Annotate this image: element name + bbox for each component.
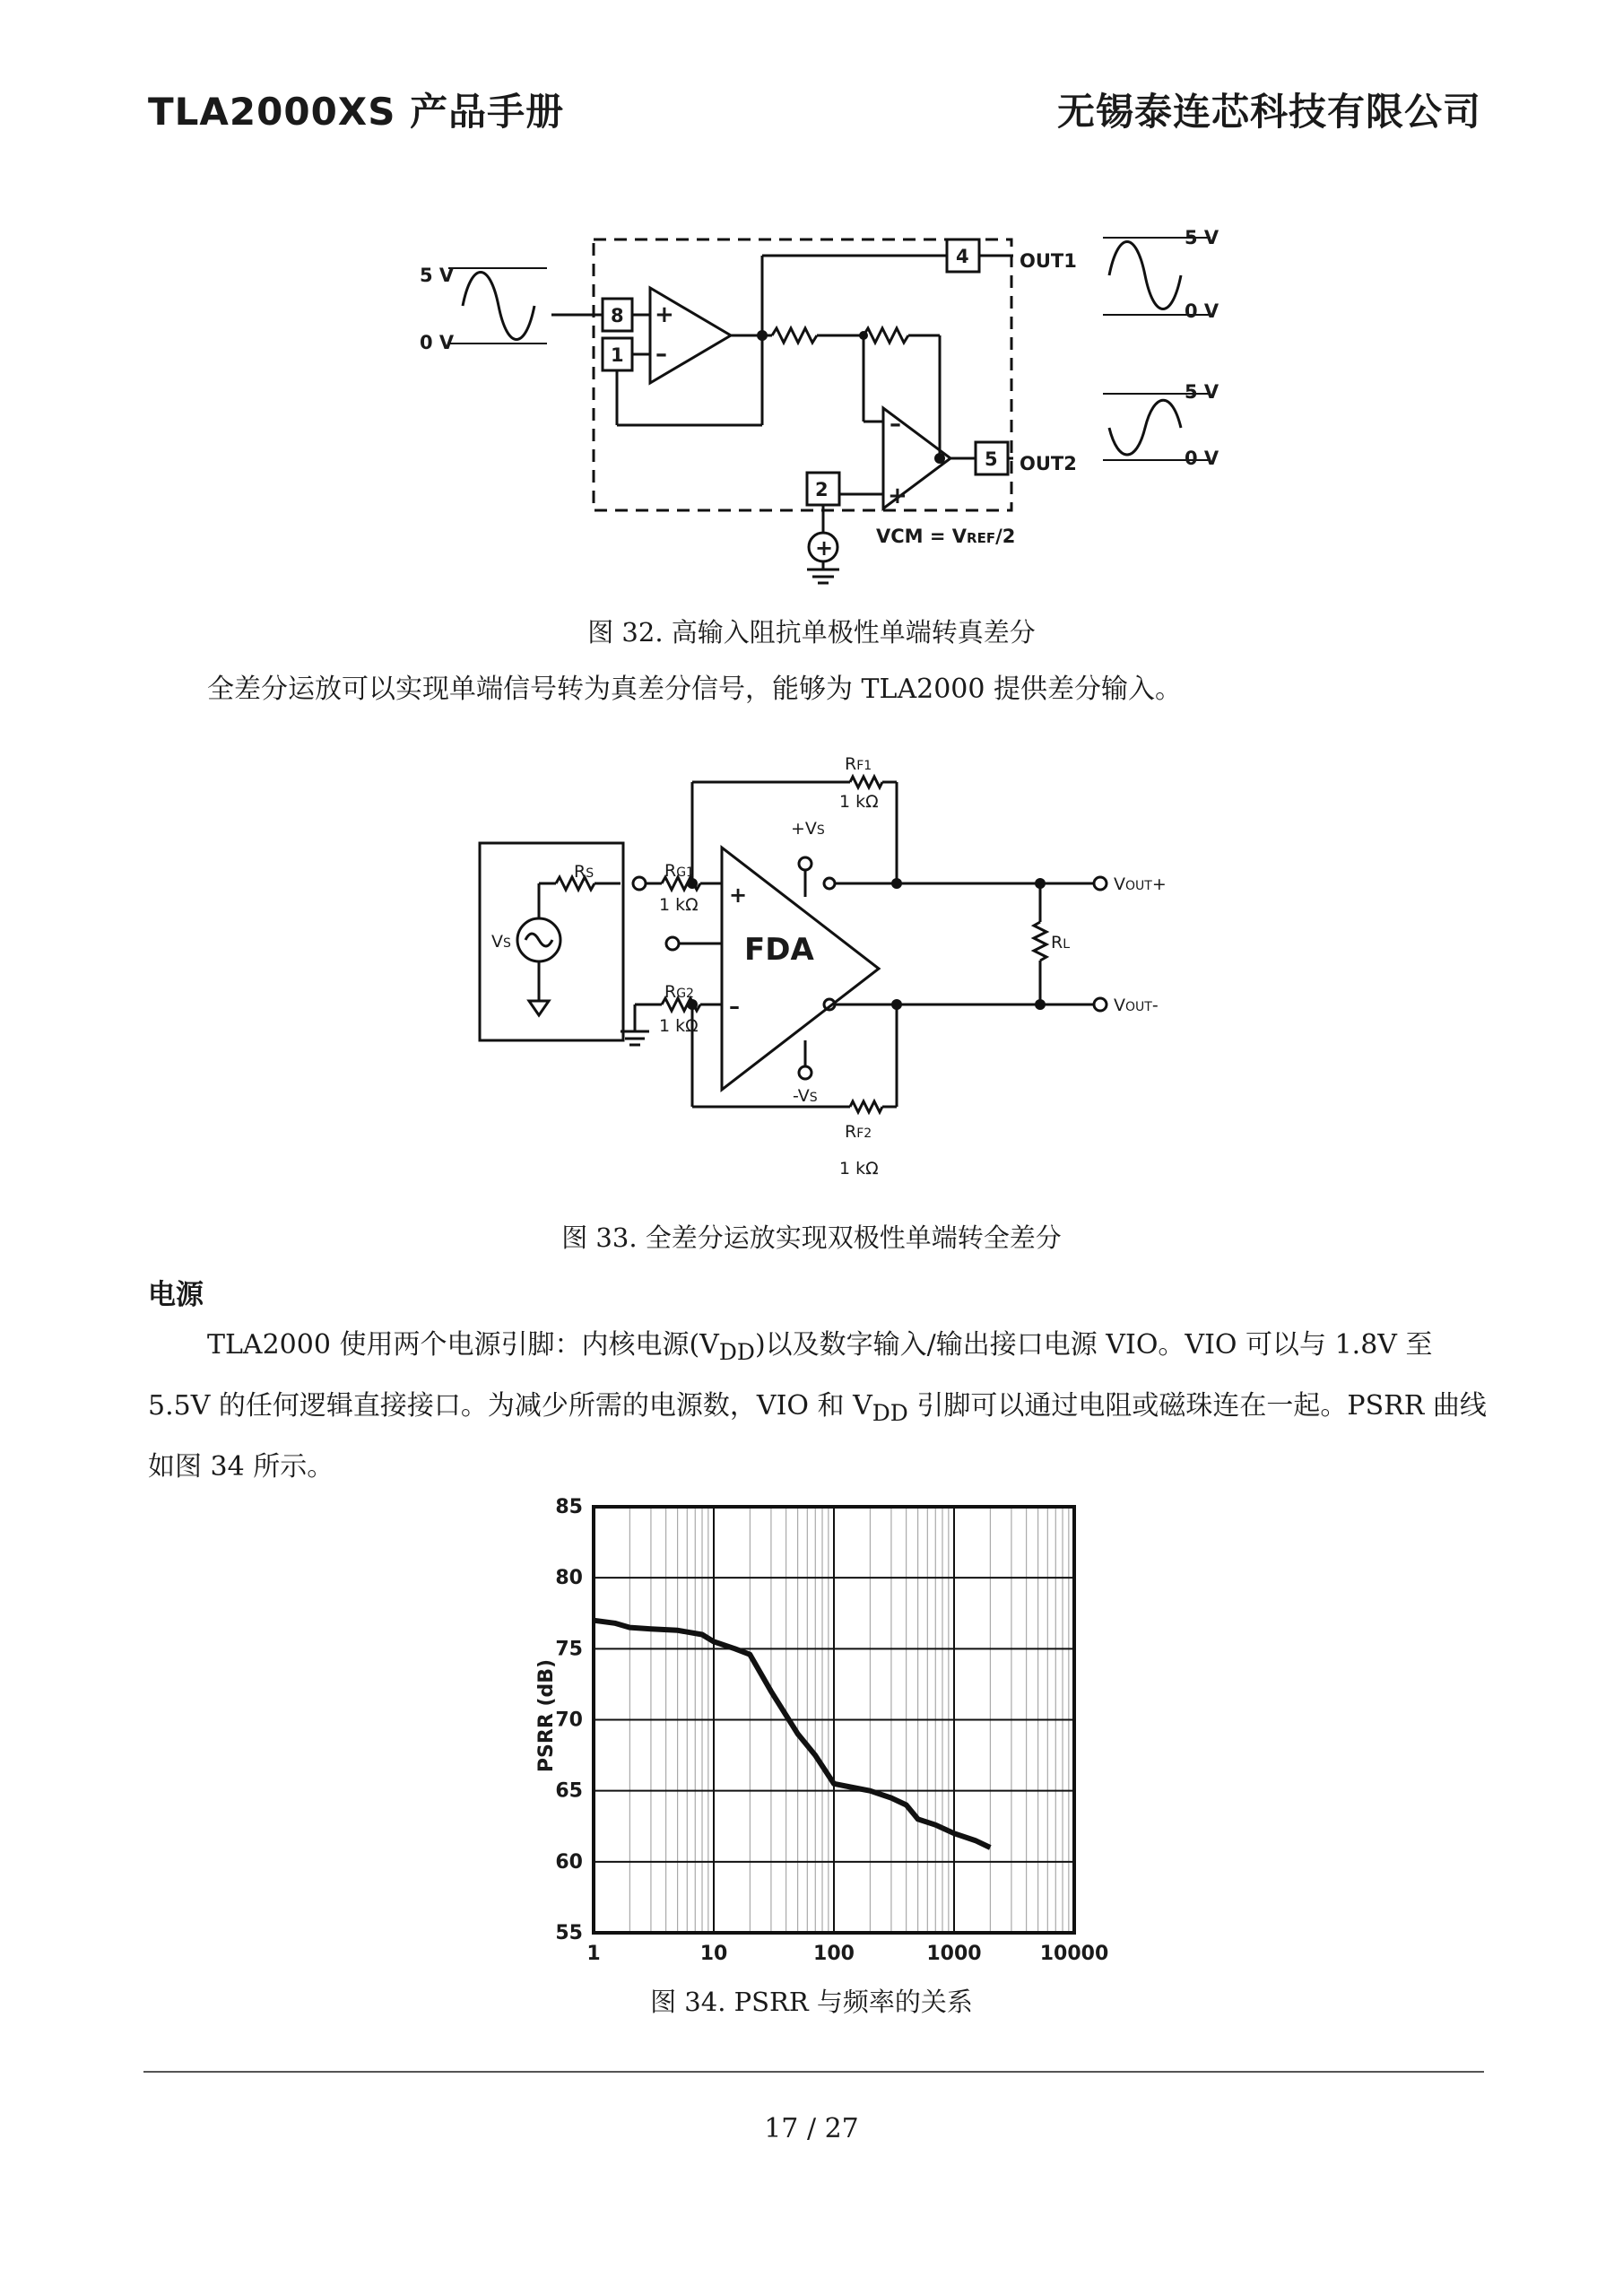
fda-label: FDA [744,932,814,968]
document-title: TLA2000XS 产品手册 [148,90,565,134]
resistor-2 [864,328,908,343]
rs-label: RS [574,862,595,882]
paragraph-power: TLA2000 使用两个电源引脚：内核电源$(V_{DD})$以及数字输入/输出接口电源 VIO。VIO 可以与 1.8V 至 5.5V 的任何逻辑直接接口。为减少所需的电源数，VIO 和 $V_{DD}$ 引脚可以通过电阻或磁珠连在一起。PSRR 曲线如图 34 所示。 [148,1329,1487,1483]
vs-label: VS [491,932,511,952]
rl-resistor [1034,922,1046,961]
y-tick-label: 60 [555,1850,583,1874]
section-title-power: 电源 [148,1279,204,1311]
x-tick-label: 10000 [1039,1943,1109,1965]
pin-4-label: 4 [956,246,969,267]
rf1-resistor [850,777,882,787]
y-tick-label: 75 [555,1638,583,1661]
rf2-label: RF2 [845,1122,872,1142]
page-number: 17 / 27 [764,2113,859,2144]
out2-low-label: 0 V [1185,448,1219,469]
y-tick-label: 70 [555,1709,583,1732]
rl-label: RL [1051,933,1071,952]
figure-33-circuit [475,744,1193,1175]
rg2-label: RG2 [664,982,694,1002]
svg-text:+: + [888,483,907,509]
rg1-label: RG1 [664,861,694,881]
company-name: 无锡泰连芯科技有限公司 [1056,90,1481,134]
rf2-resistor [850,1101,882,1112]
svg-text:+: + [729,883,748,908]
out2-high-label: 5 V [1185,381,1219,403]
pin-8-label: 8 [611,305,624,326]
x-tick-label: 1000 [926,1943,982,1965]
figure-32-caption: 图 32. 高输入阻抗单极性单端转真差分 [587,617,1036,648]
rf1-value: 1 kΩ [839,792,879,812]
out1-sine-wave [1109,242,1181,309]
x-tick-label: 1 [586,1943,601,1965]
rg2-value: 1 kΩ [659,1016,699,1036]
svg-text:+: + [655,301,674,328]
psrr-series-line [594,1621,990,1848]
pos-supply-label: +VS [791,819,825,839]
figure-34-caption: 图 34. PSRR 与频率的关系 [650,1987,973,2017]
pin-5-label: 5 [985,448,998,470]
figure-33-caption: 图 33. 全差分运放实现双极性单端转全差分 [561,1222,1062,1253]
svg-text:–: – [729,994,740,1019]
x-tick-label: 100 [813,1943,855,1965]
vcm-label: VCM = VREF/2 [876,526,1016,547]
paragraph-fda: 全差分运放可以实现单端信号转为真差分信号，能够为 TLA2000 提供差分输入。 [207,674,1183,705]
y-axis-label: PSRR (dB) [535,1658,558,1773]
out2-sine-wave [1109,400,1181,455]
figure-32-circuit [395,229,1228,587]
out1-low-label: 0 V [1185,300,1219,322]
vout-n-label: VOUT- [1114,996,1159,1015]
resistor-1 [772,328,817,343]
out1-high-label: 5 V [1185,229,1219,248]
y-tick-label: 85 [555,1496,583,1518]
rf1-label: RF1 [845,754,872,774]
out1-label: OUT1 [1020,250,1077,272]
svg-text:–: – [655,341,667,368]
pin-2-label: 2 [815,479,829,500]
y-tick-label: 80 [555,1567,583,1590]
pin-1-label: 1 [611,344,624,366]
y-tick-label: 65 [555,1779,583,1803]
input-high-label: 5 V [420,265,455,286]
vout-p-label: VOUT+ [1114,874,1167,894]
input-low-label: 0 V [420,332,455,353]
input-sine-wave [463,273,534,340]
device-boundary [594,239,1011,510]
neg-supply-label: -VS [793,1086,818,1106]
figure-34-psrr-chart [520,1496,1166,1980]
rf2-value: 1 kΩ [839,1159,879,1175]
svg-text:+: + [815,535,834,561]
footer-divider [143,2071,1484,2073]
out2-label: OUT2 [1020,453,1077,474]
svg-text:–: – [890,411,901,438]
y-tick-label: 55 [555,1922,583,1944]
rg1-value: 1 kΩ [659,895,699,915]
x-tick-label: 10 [699,1943,728,1965]
